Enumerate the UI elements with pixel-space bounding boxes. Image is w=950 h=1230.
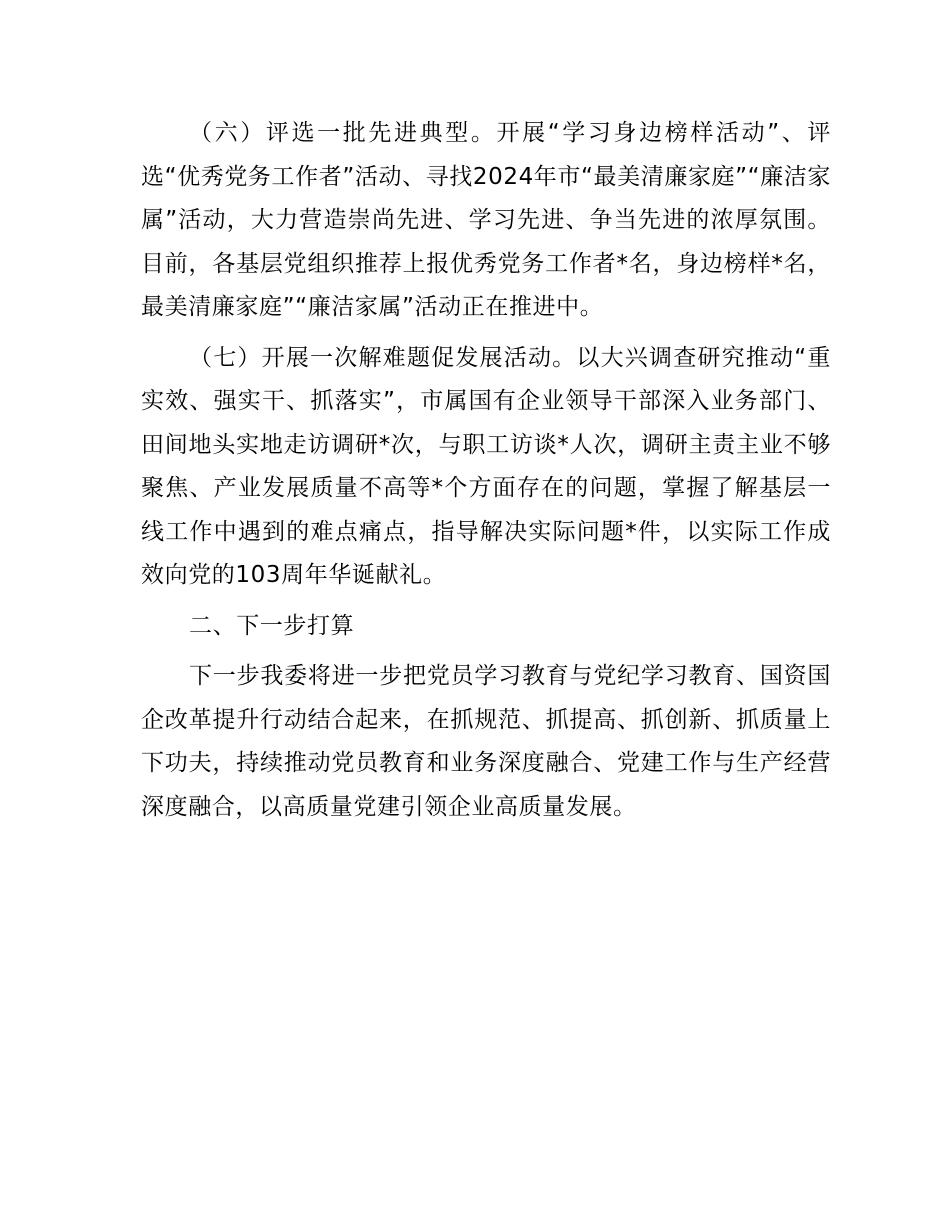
paragraph-next-steps: 下一步我委将进一步把党员学习教育与党纪学习教育、国资国企改革提升行动结合起来，在抓规范、抓提高、抓创新、抓质量上下功夫，持续推动党员教育和业务深度融合、党建工作与生产经营深度融合，以高质量党建引领企业高质量发展。	[141, 663, 831, 820]
paragraph-section-7: （七）开展一次解难题促发展活动。以大兴调查研究推动“重实效、强实干、抓落实”，市属国有企业领导干部深入业务部门、田间地头实地走访调研*次，与职工访谈*人次，调研主责主业不够聚焦、产业发展质量不高等*个方面存在的问题，掌握了解基层一线工作中遇到的难点痛点，指导解决实际问题*件，以实际工作成效向党的103周年华诞献礼。	[141, 344, 831, 588]
document-body	[141, 112, 831, 836]
heading-next-steps: 二、下一步打算	[189, 612, 355, 639]
paragraph-section-6: （六）评选一批先进典型。开展“学习身边榜样活动”、评选“优秀党务工作者”活动、寻找2024年市“最美清廉家庭”“廉洁家属”活动，大力营造崇尚先进、学习先进、争当先进的浓厚氛围。目前，各基层党组织推荐上报优秀党务工作者*名，身边榜样*名，最美清廉家庭”“廉洁家属”活动正在推进中。	[141, 120, 831, 320]
